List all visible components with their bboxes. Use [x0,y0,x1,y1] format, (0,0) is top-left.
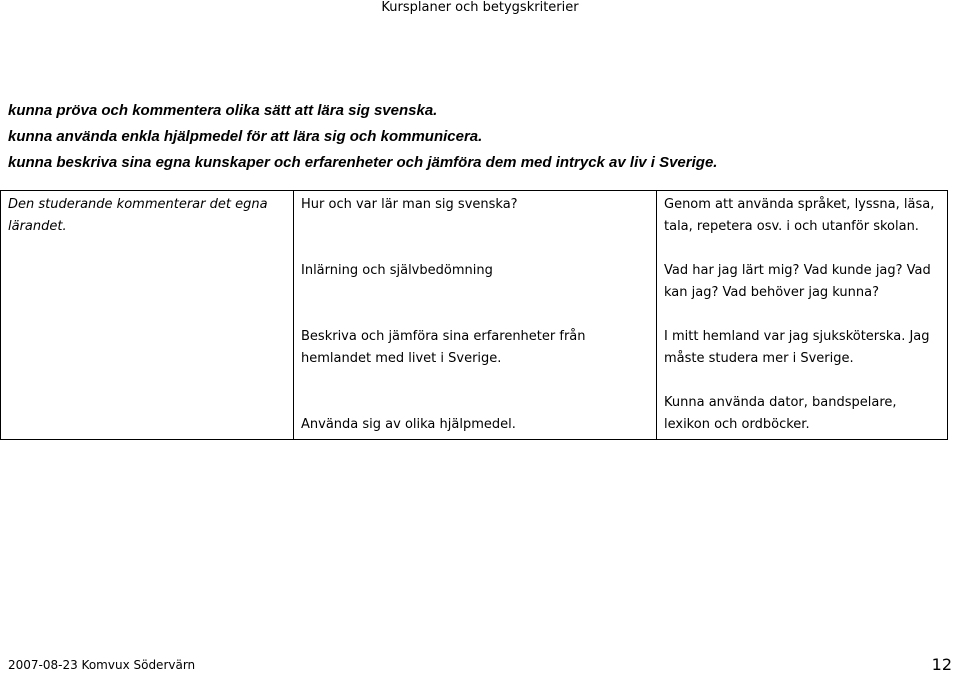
content-item: Beskriva och jämföra sina erfarenheter från hemlandet med livet i Sverige. [301,329,586,366]
goals-list [8,98,717,176]
content-item: Hur och var lär man sig svenska? [301,197,518,212]
page-number: 12 [931,655,952,674]
goal-item: kunna beskriva sina egna kunskaper och erfarenheter och jämföra dem med intryck av liv i Sverige. [8,154,718,171]
example-cell [657,191,948,440]
content-item: Inlärning och självbedömning [301,263,493,278]
table-row [1,191,948,440]
goal-item: kunna pröva och kommentera olika sätt att lära sig svenska. [8,102,438,119]
content-item: Använda sig av olika hjälpmedel. [301,417,516,432]
page-header: Kursplaner och betygskriterier [381,0,579,15]
footer-date-organization: 2007-08-23 Komvux Södervärn [8,658,196,672]
criteria-cell [1,191,294,440]
example-item: Genom att använda språket, lyssna, läsa, tala, repetera osv. i och utanför skolan. [664,197,935,234]
content-cell [294,191,657,440]
example-item: Kunna använda dator, bandspelare, lexikon och ordböcker. [664,395,897,432]
example-item: I mitt hemland var jag sjuksköterska. Jag måste studera mer i Sverige. [664,329,930,366]
goal-item: kunna använda enkla hjälpmedel för att lära sig och kommunicera. [8,128,483,145]
example-item: Vad har jag lärt mig? Vad kunde jag? Vad kan jag? Vad behöver jag kunna? [664,263,931,300]
criteria-text: Den studerande kommenterar det egna lärandet. [8,197,268,234]
course-plan-table [0,190,948,440]
